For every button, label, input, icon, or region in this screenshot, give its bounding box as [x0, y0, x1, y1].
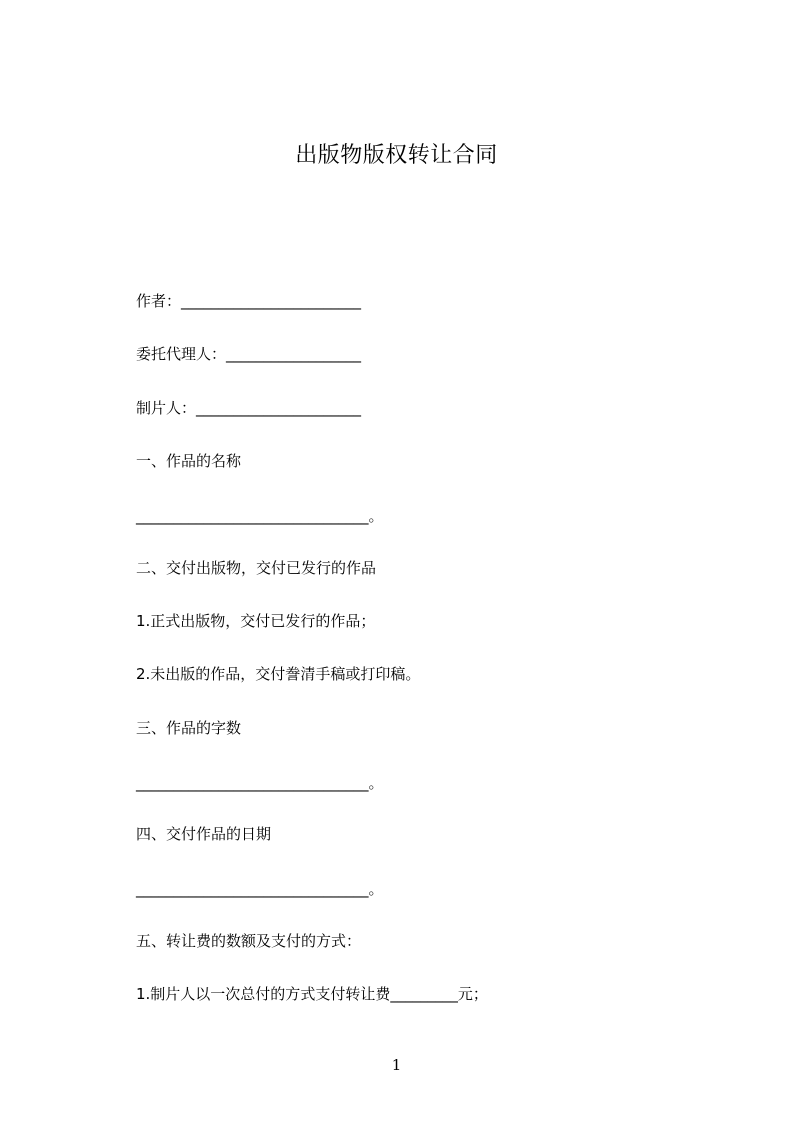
section-heading-delivery: 二、交付出版物，交付已发行的作品: [136, 559, 377, 577]
work-name-blank-line: _______________________________。: [136, 507, 384, 525]
page-number: 1: [391, 1056, 402, 1074]
word-count-blank-line: _______________________________。: [136, 774, 384, 792]
section-heading-word-count: 三、作品的字数: [136, 719, 242, 737]
producer-field-line: 制片人：______________________: [136, 399, 362, 417]
section-heading-work-name: 一、作品的名称: [136, 452, 242, 470]
fee-clause-1: 1.制片人以一次总付的方式支付转让费_________元；: [136, 985, 488, 1003]
author-field-line: 作者：________________________: [136, 292, 362, 310]
section-heading-delivery-date: 四、交付作品的日期: [136, 825, 272, 843]
delivery-clause-1: 1.正式出版物，交付已发行的作品；: [136, 612, 376, 630]
delivery-clause-2: 2.未出版的作品，交付誊清手稿或打印稿。: [136, 665, 421, 683]
document-title: 出版物版权转让合同: [295, 143, 498, 168]
agent-field-line: 委托代理人：__________________: [136, 345, 362, 363]
section-heading-fee: 五、转让费的数额及支付的方式：: [136, 932, 362, 950]
delivery-date-blank-line: _______________________________。: [136, 880, 384, 898]
